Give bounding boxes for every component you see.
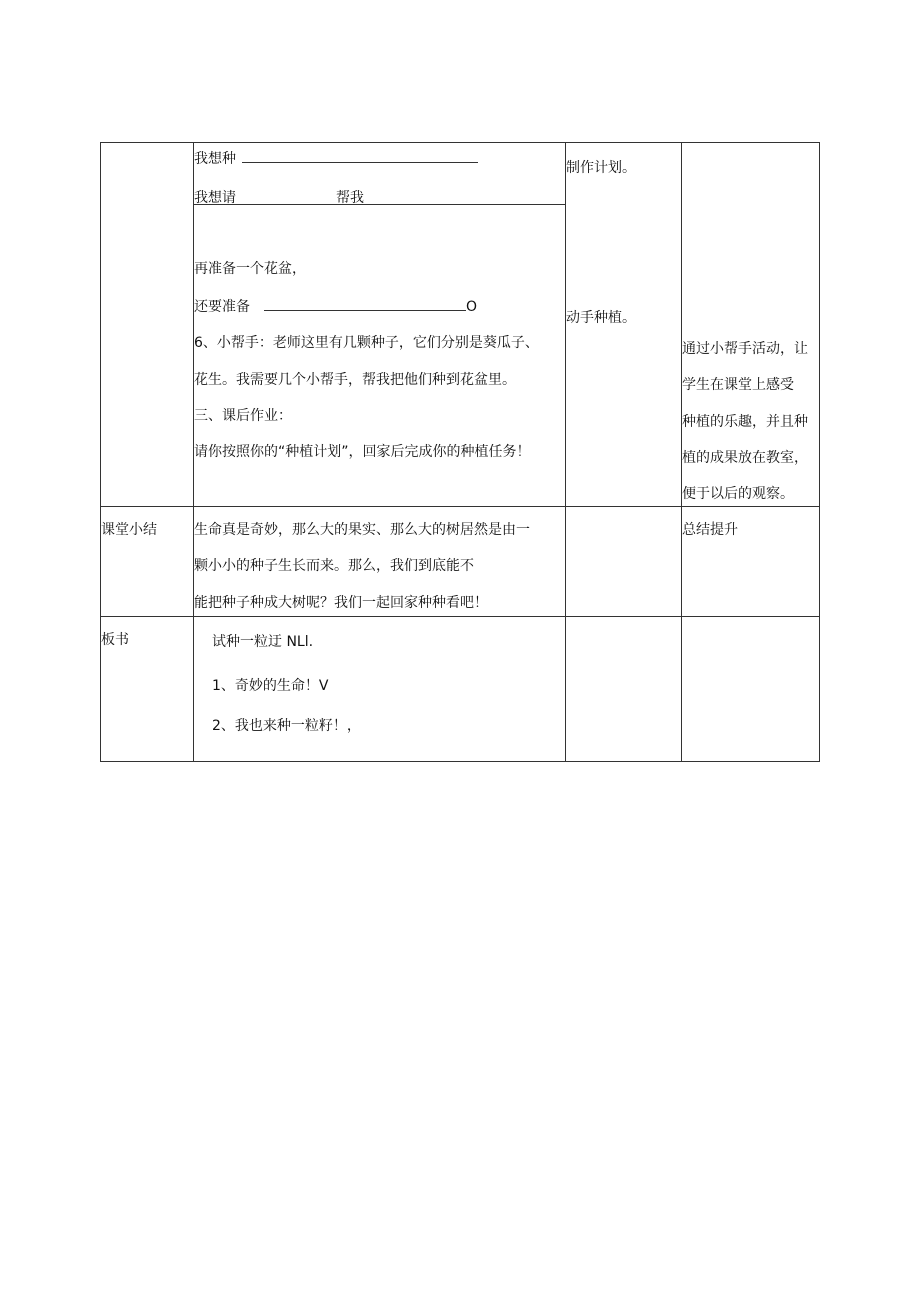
invite-underline (194, 204, 565, 205)
table-bottom-border (100, 761, 820, 762)
summary-text-line1: 生命真是奇妙，那么大的果实、那么大的树居然是由一 (194, 522, 530, 538)
summary-text-line2: 颗小小的种子生长而来。那么，我们到底能不 (194, 558, 474, 574)
board-label: 板书 (101, 632, 129, 648)
board-title: 试种一粒迂 NLl. (212, 634, 314, 650)
also-prepare-line (194, 296, 477, 317)
board-item-1: 1、奇妙的生命！V (212, 678, 329, 694)
want-invite-line (194, 188, 364, 208)
row-divider-1 (100, 506, 820, 507)
want-plant-label: 我想种 (194, 151, 236, 167)
help-me-label: 帮我 (336, 190, 364, 206)
summary-col4-text: 总结提升 (682, 522, 738, 538)
purpose-line1: 通过小帮手活动，让 (682, 341, 808, 357)
table-top-border (100, 142, 820, 143)
purpose-line2: 学生在课堂上感受 (682, 377, 794, 393)
want-invite-label: 我想请 (194, 190, 236, 206)
table-right-border (819, 142, 820, 762)
want-plant-line (194, 148, 478, 169)
hands-on-text: 动手种植。 (566, 310, 636, 326)
homework-heading: 三、课后作业： (194, 408, 292, 424)
table-left-border (100, 142, 101, 762)
purpose-line4: 植的成果放在教室， (682, 450, 808, 466)
board-item-2: 2、我也来种一粒籽！， (212, 718, 361, 734)
make-plan-text: 制作计划。 (566, 160, 636, 176)
purpose-line3: 种植的乐趣，并且种 (682, 414, 808, 430)
purpose-line5: 便于以后的观察。 (682, 486, 794, 502)
helper-text-line2: 花生。我需要几个小帮手，帮我把他们种到花盆里。 (194, 372, 516, 388)
want-plant-blank (242, 148, 478, 163)
also-prepare-tail: O (466, 299, 478, 315)
row-divider-2 (100, 616, 820, 617)
lesson-plan-table (100, 142, 820, 762)
prepare-pot-text: 再准备一个花盆， (194, 261, 306, 277)
also-prepare-blank (264, 296, 466, 311)
column-divider-2 (565, 142, 566, 762)
summary-label: 课堂小结 (101, 522, 157, 538)
helper-text-line1: 6、小帮手：老师这里有几颗种子，它们分别是葵瓜子、 (194, 335, 539, 351)
homework-text: 请你按照你的“种植计划”，回家后完成你的种植任务！ (194, 444, 531, 460)
also-prepare-label: 还要准备 (194, 299, 250, 315)
summary-text-line3: 能把种子种成大树呢？我们一起回家种种看吧！ (194, 595, 488, 611)
